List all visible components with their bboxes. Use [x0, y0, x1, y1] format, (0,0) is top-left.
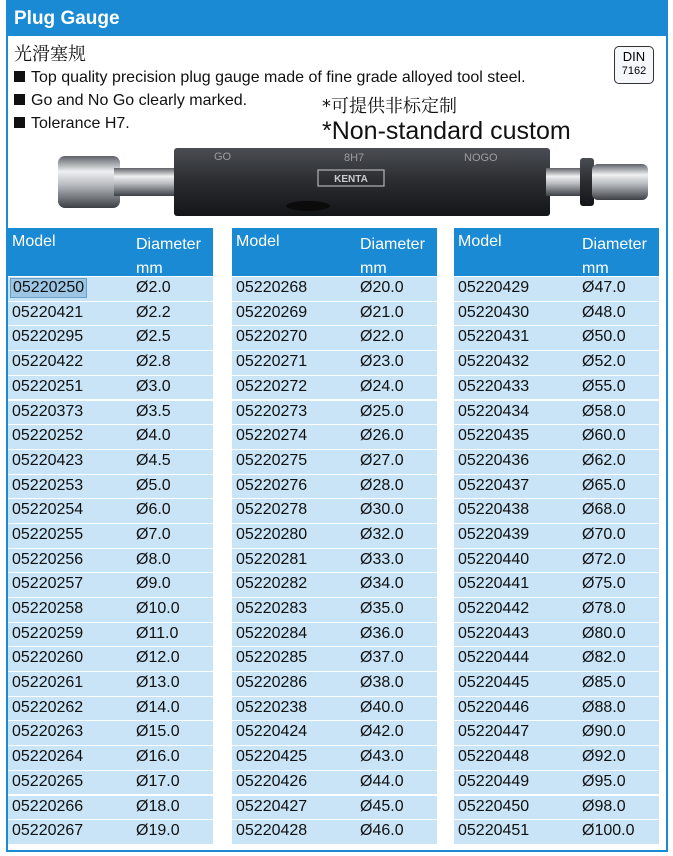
table-row	[8, 820, 213, 844]
table-row	[8, 796, 213, 820]
model-number: 05220451	[458, 822, 530, 840]
diameter-value: Ø85.0	[582, 674, 626, 692]
model-number: 05220295	[12, 328, 84, 346]
diameter-label: Diameter	[582, 236, 647, 253]
diameter-value: Ø43.0	[360, 748, 404, 766]
diameter-value: Ø70.0	[582, 525, 626, 543]
model-number: 05220449	[458, 772, 530, 790]
model-number: 05220442	[458, 600, 530, 618]
table-row	[232, 697, 437, 721]
model-number: 05220426	[236, 772, 308, 790]
diameter-value: Ø100.0	[582, 822, 635, 840]
table-row	[232, 302, 437, 326]
table-row	[232, 746, 437, 770]
diameter-value: Ø16.0	[136, 748, 180, 766]
table-row	[454, 647, 659, 671]
table-row	[232, 376, 437, 400]
diameter-value: Ø58.0	[582, 402, 626, 420]
diameter-value: Ø20.0	[360, 279, 404, 297]
size-marking: 8H7	[344, 152, 365, 164]
diameter-value: Ø68.0	[582, 501, 626, 519]
model-number: 05220421	[12, 303, 84, 321]
diameter-value: Ø90.0	[582, 723, 626, 741]
bullet-text: Go and No Go clearly marked.	[31, 92, 248, 109]
diameter-value: Ø52.0	[582, 353, 626, 371]
diameter-value: Ø55.0	[582, 377, 626, 395]
table-row	[232, 277, 437, 301]
model-number: 05220252	[12, 427, 84, 445]
table-row	[232, 351, 437, 375]
model-number: 05220283	[236, 600, 308, 618]
table-row	[454, 524, 659, 548]
table-row	[232, 524, 437, 548]
model-number: 05220424	[236, 723, 308, 741]
go-marking: GO	[214, 151, 232, 163]
table-row	[454, 820, 659, 844]
model-number: 05220285	[236, 649, 308, 667]
model-number: 05220422	[12, 353, 84, 371]
diameter-value: Ø75.0	[582, 575, 626, 593]
table-row	[8, 672, 213, 696]
model-number: 05220251	[12, 377, 84, 395]
model-number: 05220262	[12, 698, 84, 716]
diameter-value: Ø50.0	[582, 328, 626, 346]
diameter-value: Ø62.0	[582, 451, 626, 469]
chinese-subtitle: 光滑塞规	[14, 44, 86, 65]
model-column-header: Model	[458, 233, 502, 250]
model-number: 05220259	[12, 624, 84, 642]
diameter-value: Ø45.0	[360, 797, 404, 815]
model-number: 05220250	[13, 279, 85, 297]
diameter-value: Ø35.0	[360, 600, 404, 618]
model-number: 05220273	[236, 402, 308, 420]
table-row	[8, 647, 213, 671]
model-number: 05220447	[458, 723, 530, 741]
square-bullet-icon	[14, 71, 25, 82]
model-number: 05220255	[12, 525, 84, 543]
diameter-value: Ø6.0	[136, 501, 171, 519]
table-row	[454, 672, 659, 696]
model-number: 05220261	[12, 674, 84, 692]
diameter-value: Ø11.0	[136, 624, 179, 642]
diameter-value: Ø32.0	[360, 525, 404, 543]
table-row	[8, 697, 213, 721]
diameter-column-header	[582, 233, 647, 281]
model-number: 05220373	[12, 402, 84, 420]
model-number: 05220435	[458, 427, 530, 445]
diameter-value: Ø95.0	[582, 772, 626, 790]
nogo-marking: NOGO	[464, 152, 498, 164]
table-row	[454, 549, 659, 573]
diameter-value: Ø88.0	[582, 698, 626, 716]
model-number: 05220434	[458, 402, 530, 420]
diameter-value: Ø65.0	[582, 476, 626, 494]
diameter-value: Ø4.0	[136, 427, 171, 445]
diameter-column-header	[360, 233, 425, 281]
table-row	[454, 598, 659, 622]
diameter-value: Ø2.2	[136, 303, 171, 321]
table-row	[8, 450, 213, 474]
model-number: 05220268	[236, 279, 308, 297]
table-row	[454, 721, 659, 745]
table-row	[232, 573, 437, 597]
model-number: 05220281	[236, 550, 308, 568]
model-number: 05220286	[236, 674, 308, 692]
model-number: 05220253	[12, 476, 84, 494]
table-row	[454, 277, 659, 301]
model-number: 05220257	[12, 575, 84, 593]
square-bullet-icon	[14, 117, 25, 128]
model-number: 05220258	[12, 600, 84, 618]
model-number: 05220254	[12, 501, 84, 519]
table-row	[8, 598, 213, 622]
square-bullet-icon	[14, 94, 25, 105]
table-row	[454, 401, 659, 425]
diameter-label: Diameter	[136, 236, 201, 253]
diameter-column-header	[136, 233, 201, 281]
diameter-value: Ø44.0	[360, 772, 404, 790]
diameter-value: Ø7.0	[136, 525, 171, 543]
table-row	[454, 771, 659, 795]
table-row	[454, 746, 659, 770]
table-row	[232, 672, 437, 696]
diameter-value: Ø38.0	[360, 674, 404, 692]
feature-bullet-marking	[14, 92, 247, 110]
diameter-value: Ø2.0	[136, 279, 171, 297]
table-row	[8, 376, 213, 400]
table-row	[454, 499, 659, 523]
go-pin-neck	[114, 168, 178, 196]
diameter-value: Ø27.0	[360, 451, 404, 469]
model-number: 05220436	[458, 451, 530, 469]
bullet-text: Tolerance H7.	[31, 115, 130, 132]
diameter-value: Ø18.0	[136, 797, 180, 815]
table-row	[454, 796, 659, 820]
model-number: 05220439	[458, 525, 530, 543]
model-number: 05220429	[458, 279, 530, 297]
diameter-value: Ø3.0	[136, 377, 171, 395]
model-number: 05220440	[458, 550, 530, 568]
table-row	[454, 697, 659, 721]
table-row	[8, 771, 213, 795]
table-row	[8, 549, 213, 573]
page-title: Plug Gauge	[8, 2, 666, 36]
diameter-value: Ø25.0	[360, 402, 404, 420]
model-number: 05220271	[236, 353, 308, 371]
diameter-value: Ø2.5	[136, 328, 171, 346]
table-row	[454, 475, 659, 499]
din-standard-badge	[614, 46, 654, 84]
go-pin-end	[58, 156, 120, 208]
table-row	[8, 277, 213, 301]
nogo-pin-end	[592, 164, 648, 200]
model-number: 05220284	[236, 624, 308, 642]
diameter-unit: mm	[582, 260, 609, 277]
model-number: 05220272	[236, 377, 308, 395]
table-row	[232, 326, 437, 350]
product-card	[6, 0, 668, 852]
table-row	[232, 796, 437, 820]
model-table-column-2	[232, 228, 437, 844]
diameter-value: Ø36.0	[360, 624, 404, 642]
table-row	[232, 598, 437, 622]
model-number: 05220433	[458, 377, 530, 395]
model-number: 05220264	[12, 748, 84, 766]
din-number: 7162	[621, 65, 647, 77]
table-row	[8, 573, 213, 597]
table-row	[8, 302, 213, 326]
diameter-value: Ø17.0	[136, 772, 180, 790]
diameter-value: Ø15.0	[136, 723, 180, 741]
table-row	[454, 573, 659, 597]
diameter-unit: mm	[136, 260, 163, 277]
model-number: 05220267	[12, 822, 84, 840]
model-number: 05220423	[12, 451, 84, 469]
diameter-value: Ø72.0	[582, 550, 626, 568]
diameter-value: Ø30.0	[360, 501, 404, 519]
diameter-value: Ø80.0	[582, 624, 626, 642]
table-row	[8, 351, 213, 375]
nogo-collar	[580, 158, 594, 206]
model-number: 05220276	[236, 476, 308, 494]
model-number: 05220446	[458, 698, 530, 716]
model-number: 05220450	[458, 797, 530, 815]
model-column-header: Model	[236, 233, 280, 250]
table-row	[8, 326, 213, 350]
diameter-value: Ø40.0	[360, 698, 404, 716]
model-number: 05220428	[236, 822, 308, 840]
model-number: 05220443	[458, 624, 530, 642]
table-header	[8, 228, 213, 276]
diameter-value: Ø60.0	[582, 427, 626, 445]
diameter-value: Ø8.0	[136, 550, 171, 568]
model-number: 05220445	[458, 674, 530, 692]
model-number: 05220425	[236, 748, 308, 766]
table-row	[8, 499, 213, 523]
model-number: 05220266	[12, 797, 84, 815]
table-header	[454, 228, 659, 276]
table-row	[454, 326, 659, 350]
model-number: 05220278	[236, 501, 308, 519]
diameter-unit: mm	[360, 260, 387, 277]
diameter-value: Ø78.0	[582, 600, 626, 618]
table-row	[232, 623, 437, 647]
diameter-value: Ø82.0	[582, 649, 626, 667]
diameter-value: Ø3.5	[136, 402, 171, 420]
nogo-pin-neck	[546, 168, 582, 196]
diameter-value: Ø47.0	[582, 279, 626, 297]
diameter-value: Ø22.0	[360, 328, 404, 346]
table-row	[454, 376, 659, 400]
custom-note-english: *Non-standard custom	[322, 117, 571, 145]
diameter-value: Ø34.0	[360, 575, 404, 593]
table-row	[8, 746, 213, 770]
table-row	[454, 351, 659, 375]
model-number: 05220437	[458, 476, 530, 494]
model-number: 05220260	[12, 649, 84, 667]
model-number: 05220432	[458, 353, 530, 371]
model-number: 05220256	[12, 550, 84, 568]
plug-gauge-image	[54, 144, 654, 222]
diameter-value: Ø37.0	[360, 649, 404, 667]
table-header	[232, 228, 437, 276]
model-number: 05220448	[458, 748, 530, 766]
model-number: 05220430	[458, 303, 530, 321]
diameter-value: Ø98.0	[582, 797, 626, 815]
table-row	[454, 450, 659, 474]
model-number: 05220282	[236, 575, 308, 593]
model-number: 05220280	[236, 525, 308, 543]
table-row	[8, 401, 213, 425]
table-row	[454, 425, 659, 449]
model-number: 05220441	[458, 575, 530, 593]
brand-marking: KENTA	[334, 174, 368, 185]
table-row	[232, 499, 437, 523]
model-tables	[8, 228, 666, 850]
model-number: 05220274	[236, 427, 308, 445]
table-row	[232, 475, 437, 499]
diameter-value: Ø42.0	[360, 723, 404, 741]
diameter-value: Ø13.0	[136, 674, 180, 692]
table-row	[8, 623, 213, 647]
table-row	[232, 820, 437, 844]
diameter-value: Ø33.0	[360, 550, 404, 568]
table-row	[232, 721, 437, 745]
custom-note-chinese: *可提供非标定制	[322, 96, 457, 117]
model-number: 05220265	[12, 772, 84, 790]
table-row	[232, 549, 437, 573]
diameter-value: Ø12.0	[136, 649, 180, 667]
model-number: 05220427	[236, 797, 308, 815]
table-row	[232, 647, 437, 671]
table-row	[8, 524, 213, 548]
table-row	[8, 721, 213, 745]
model-number: 05220444	[458, 649, 530, 667]
diameter-value: Ø5.0	[136, 476, 171, 494]
model-number: 05220431	[458, 328, 530, 346]
model-number: 05220275	[236, 451, 308, 469]
diameter-value: Ø2.8	[136, 353, 171, 371]
diameter-value: Ø28.0	[360, 476, 404, 494]
feature-bullet-quality	[14, 69, 526, 87]
diameter-value: Ø24.0	[360, 377, 404, 395]
model-number: 05220270	[236, 328, 308, 346]
bullet-text: Top quality precision plug gauge made of fine grade alloyed tool steel.	[31, 69, 526, 86]
diameter-value: Ø19.0	[136, 822, 180, 840]
model-table-column-3	[454, 228, 659, 844]
diameter-value: Ø23.0	[360, 353, 404, 371]
diameter-label: Diameter	[360, 236, 425, 253]
table-row	[232, 450, 437, 474]
diameter-value: Ø4.5	[136, 451, 171, 469]
diameter-value: Ø10.0	[136, 600, 180, 618]
table-row	[454, 623, 659, 647]
table-row	[8, 425, 213, 449]
diameter-value: Ø14.0	[136, 698, 180, 716]
diameter-value: Ø21.0	[360, 303, 404, 321]
diameter-value: Ø46.0	[360, 822, 404, 840]
diameter-value: Ø48.0	[582, 303, 626, 321]
table-row	[232, 401, 437, 425]
diameter-value: Ø26.0	[360, 427, 404, 445]
diameter-value: Ø92.0	[582, 748, 626, 766]
model-number: 05220263	[12, 723, 84, 741]
table-row	[232, 425, 437, 449]
diameter-value: Ø9.0	[136, 575, 171, 593]
table-row	[232, 771, 437, 795]
model-table-column-1	[8, 228, 213, 844]
model-number: 05220438	[458, 501, 530, 519]
feature-bullet-tolerance	[14, 115, 130, 133]
din-label: DIN	[622, 49, 646, 64]
model-number: 05220269	[236, 303, 308, 321]
model-column-header: Model	[12, 233, 56, 250]
table-row	[8, 475, 213, 499]
model-number: 05220238	[236, 698, 308, 716]
table-row	[454, 302, 659, 326]
